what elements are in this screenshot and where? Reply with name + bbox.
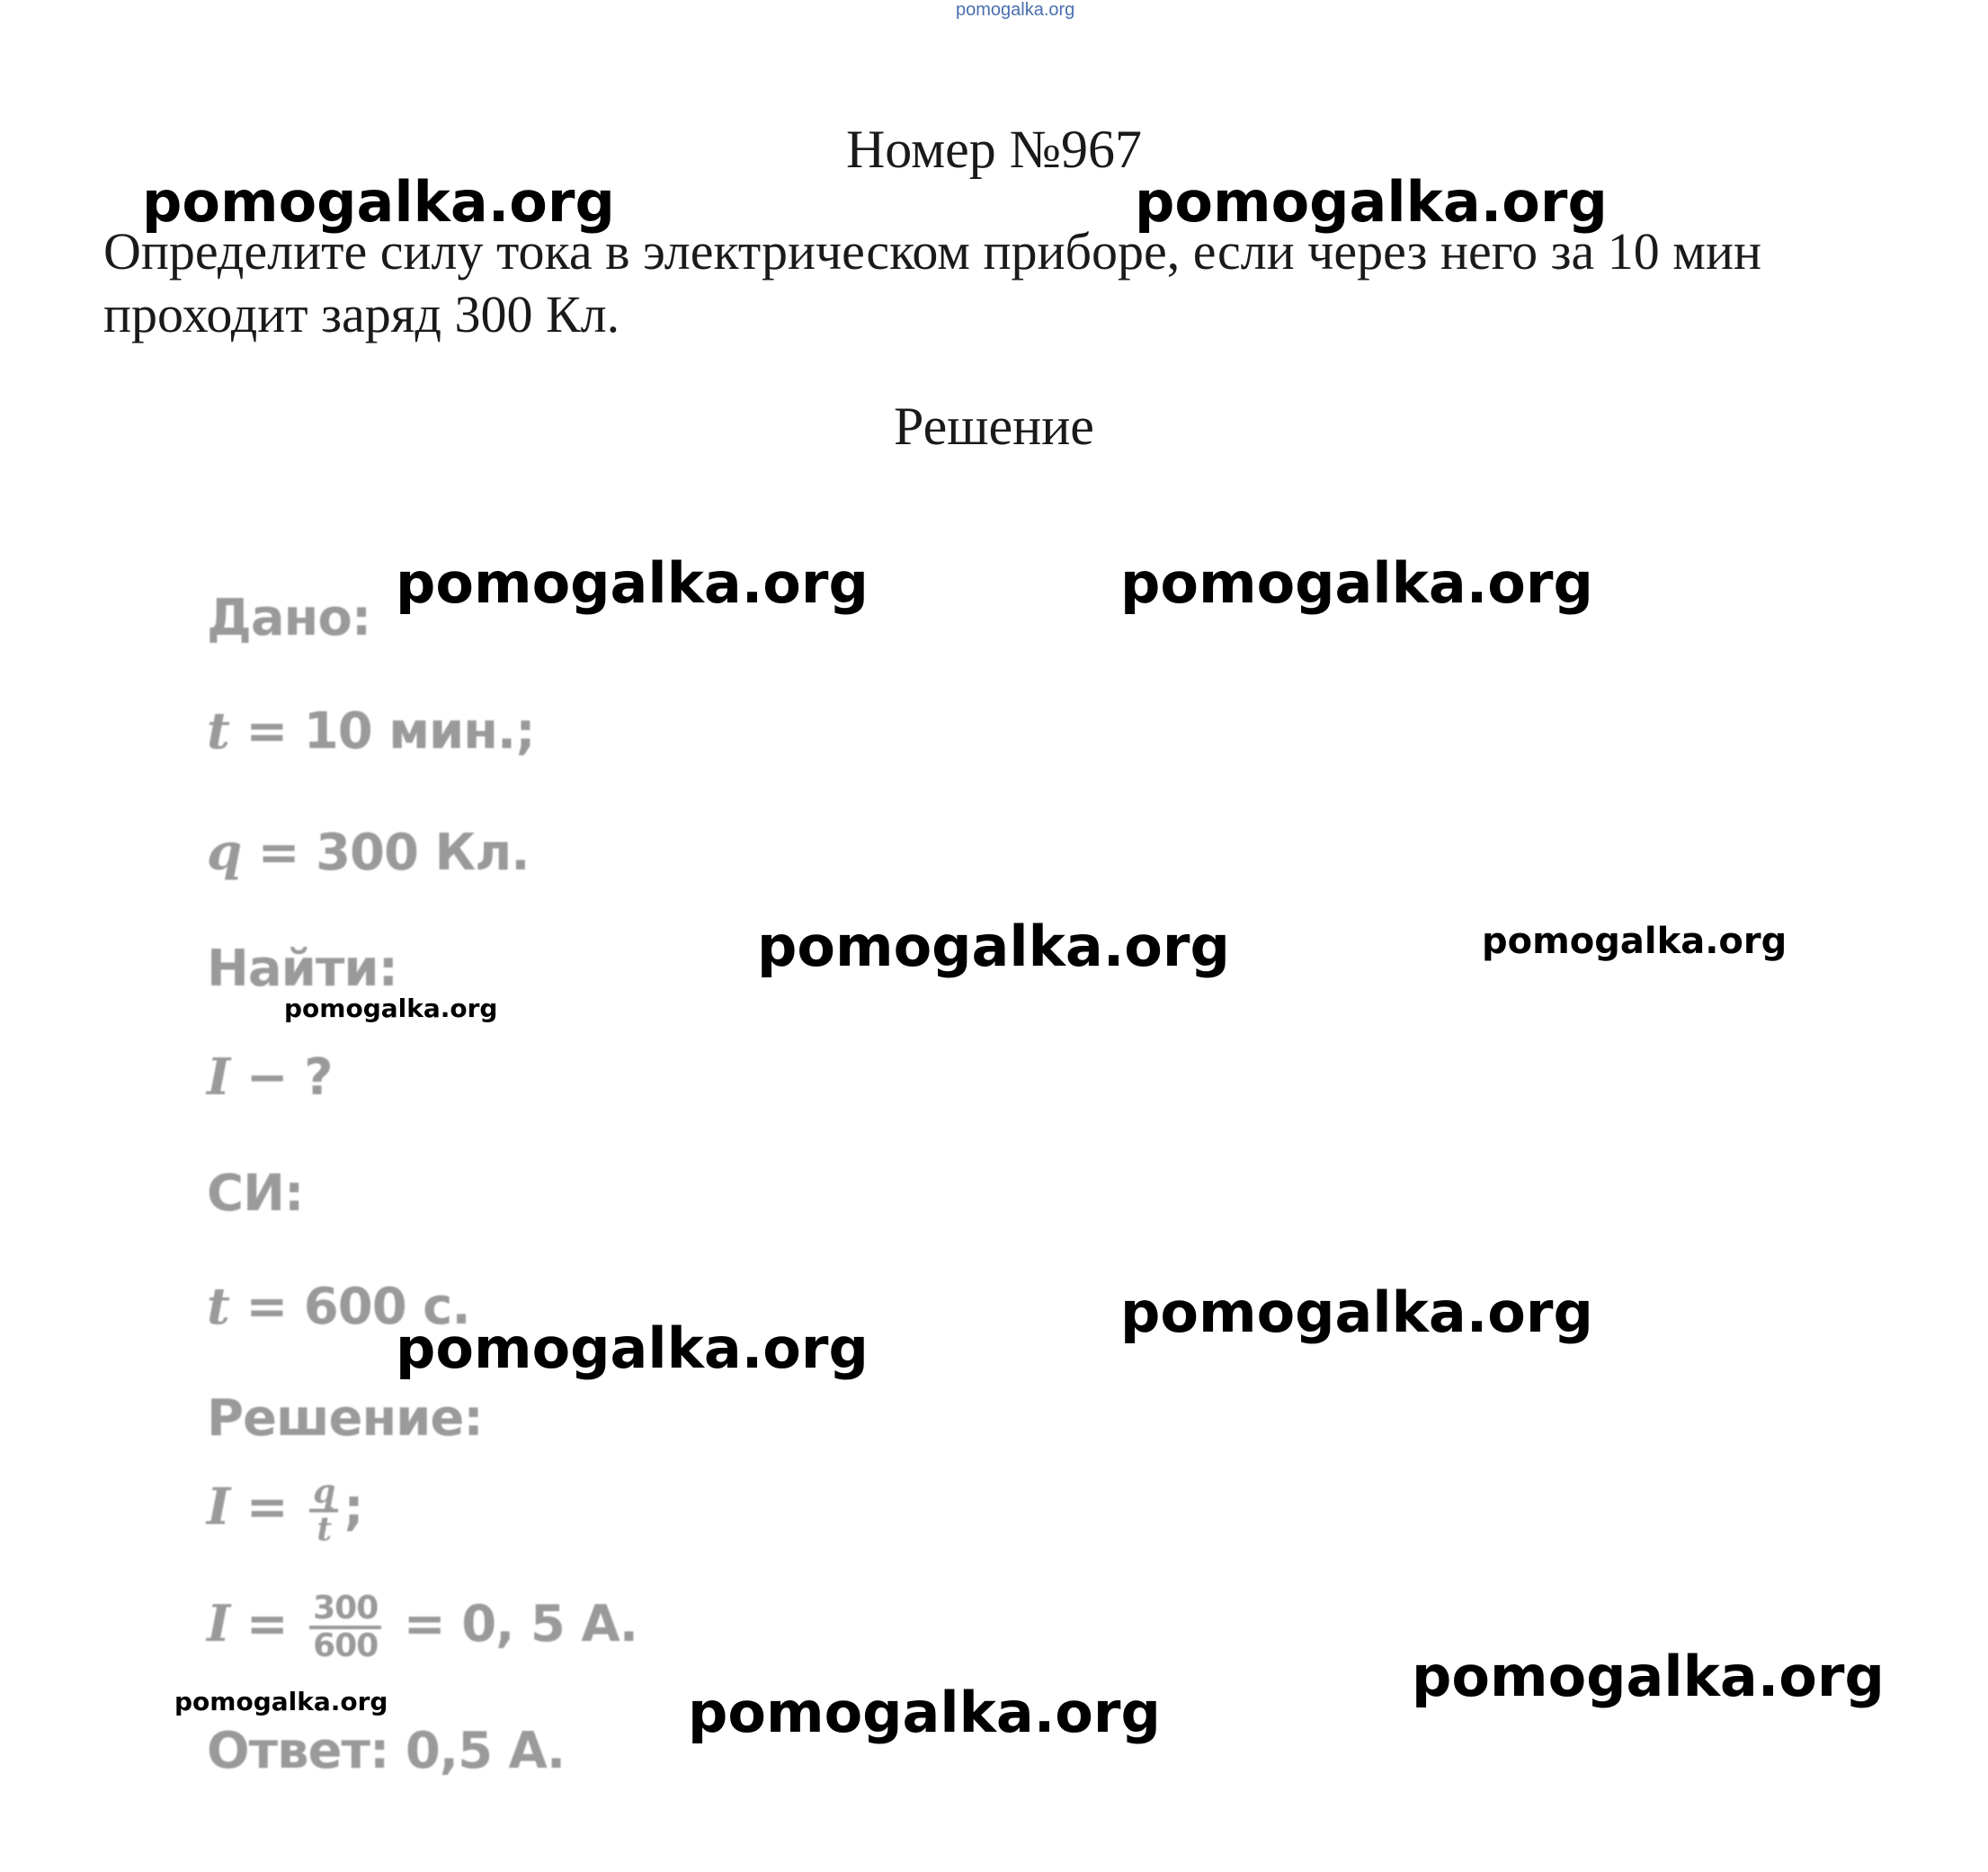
watermark: pomogalka.org — [396, 550, 869, 616]
problem-text: Определите силу тока в электрическом приборе, если через него за 10 мин проходит заряд 300 Кл. — [103, 222, 1762, 343]
given-time — [207, 701, 535, 761]
watermark: pomogalka.org — [1120, 1279, 1593, 1345]
watermark: pomogalka.org — [757, 914, 1230, 979]
given-label: Дано: — [207, 589, 371, 647]
calc-variable: I — [207, 1594, 230, 1654]
calc-equals: = — [229, 1595, 305, 1654]
given-charge — [207, 823, 530, 882]
solution-label: Решение: — [207, 1389, 483, 1448]
current-variable: I — [207, 1047, 230, 1107]
si-time-value: = 600 с. — [228, 1278, 470, 1336]
calc-numerator: 300 — [309, 1591, 381, 1629]
solution-heading: Решение — [894, 397, 1094, 456]
problem-title: Номер №967 — [845, 120, 1143, 179]
time-variable: t — [207, 701, 229, 761]
calc-result: = 0, 5 А. — [387, 1595, 638, 1654]
formula-denominator: t — [316, 1511, 332, 1548]
calc-denominator: 600 — [313, 1627, 379, 1664]
formula-line — [207, 1475, 363, 1547]
watermark: pomogalka.org — [1120, 550, 1593, 616]
watermark: pomogalka.org — [1412, 1644, 1885, 1709]
calculation-line — [207, 1591, 637, 1663]
find-question: − ? — [229, 1048, 333, 1107]
watermark: pomogalka.org — [142, 169, 615, 235]
watermark: pomogalka.org — [284, 994, 498, 1023]
calc-fraction — [309, 1591, 381, 1663]
top-watermark: pomogalka.org — [956, 0, 1075, 20]
formula-fraction — [309, 1475, 338, 1547]
charge-variable: q — [207, 823, 242, 882]
time-value: = 10 мин.; — [228, 702, 535, 761]
si-label: СИ: — [207, 1164, 304, 1223]
charge-value: = 300 Кл. — [241, 824, 530, 882]
watermark: pomogalka.org — [1482, 921, 1787, 962]
watermark: pomogalka.org — [688, 1680, 1161, 1745]
formula-numerator: q — [309, 1475, 338, 1512]
formula-end: ; — [343, 1478, 363, 1538]
find-label: Найти: — [207, 940, 397, 998]
watermark: pomogalka.org — [1135, 169, 1608, 235]
watermark: pomogalka.org — [174, 1687, 388, 1716]
find-current — [207, 1047, 333, 1107]
watermark: pomogalka.org — [396, 1315, 869, 1381]
answer: Ответ: 0,5 А. — [207, 1722, 566, 1780]
formula-equals: = — [229, 1478, 305, 1538]
formula-variable: I — [207, 1477, 230, 1538]
si-time-variable: t — [207, 1277, 229, 1336]
